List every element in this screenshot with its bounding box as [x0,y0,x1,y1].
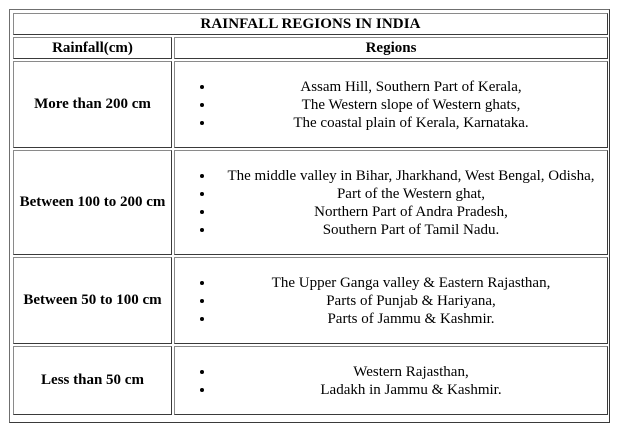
region-item: • The Western slope of Western ghats, [215,96,607,114]
header-rainfall: Rainfall(cm) [13,37,172,59]
header-regions: Regions [174,37,608,59]
region-item: • The Upper Ganga valley & Eastern Rajasthan, [215,274,607,292]
table-row [13,150,608,255]
rainfall-table-frame [9,9,610,423]
region-item: • Part of the Western ghat, [215,185,607,203]
region-item: • Northern Part of Andra Pradesh, [215,203,607,221]
rainfall-cell: More than 200 cm [13,61,172,148]
table-row [13,346,608,415]
regions-list [175,274,607,328]
regions-cell [174,150,608,255]
region-item: • Parts of Punjab & Hariyana, [215,292,607,310]
region-item: • The coastal plain of Kerala, Karnataka. [215,114,607,132]
header-row [13,37,608,59]
table-title: RAINFALL REGIONS IN INDIA [13,13,608,35]
rainfall-regions-table [11,11,610,417]
region-item: • Western Rajasthan, [215,363,607,381]
regions-cell [174,257,608,344]
rainfall-cell: Between 50 to 100 cm [13,257,172,344]
table-row [13,257,608,344]
rainfall-cell: Less than 50 cm [13,346,172,415]
rainfall-cell: Between 100 to 200 cm [13,150,172,255]
regions-list [175,167,607,239]
region-item: • Assam Hill, Southern Part of Kerala, [215,78,607,96]
regions-cell [174,346,608,415]
title-row [13,13,608,35]
region-item: • Ladakh in Jammu & Kashmir. [215,381,607,399]
region-item: • The middle valley in Bihar, Jharkhand, West Bengal, Odisha, [215,167,607,185]
region-item: • Southern Part of Tamil Nadu. [215,221,607,239]
regions-cell [174,61,608,148]
region-item: • Parts of Jammu & Kashmir. [215,310,607,328]
regions-list [175,78,607,132]
table-row [13,61,608,148]
regions-list [175,363,607,399]
